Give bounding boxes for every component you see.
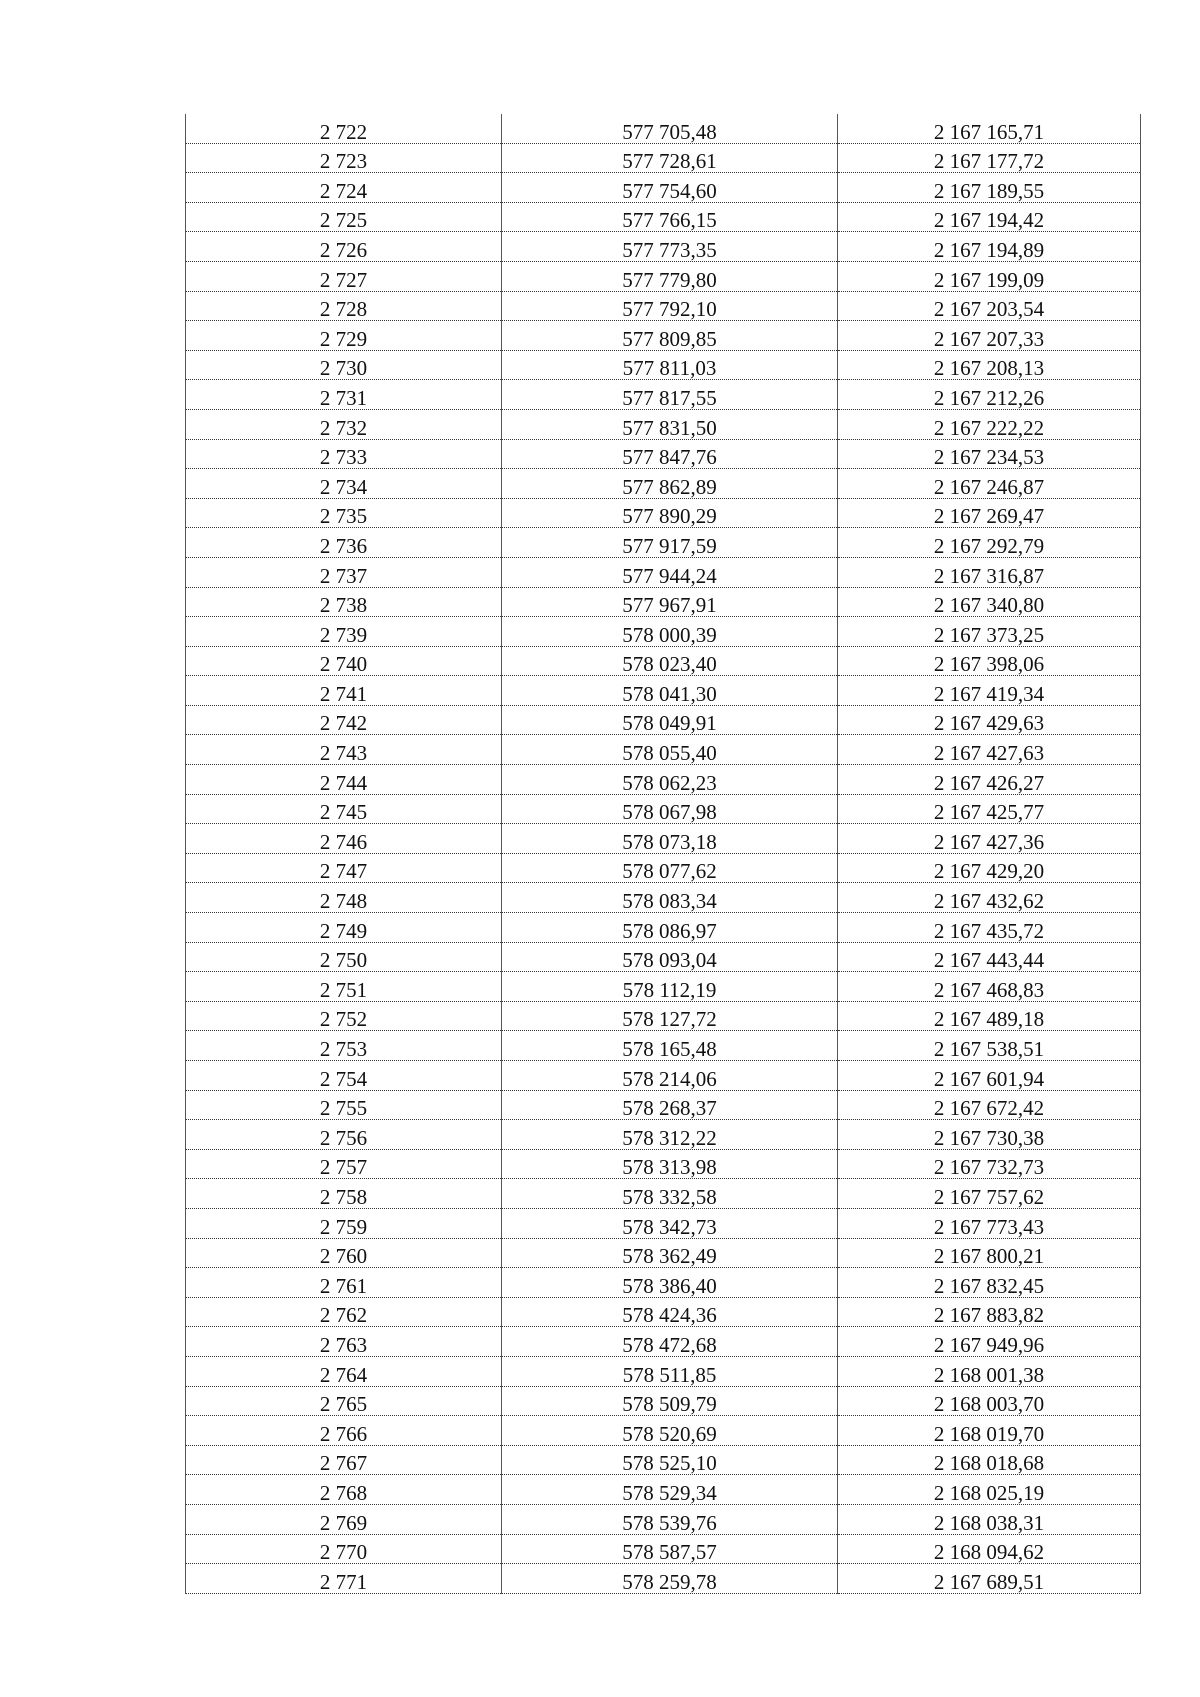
x-coordinate-cell: 577 754,60 <box>502 173 838 203</box>
table-row <box>186 380 1141 410</box>
y-coordinate-cell: 2 167 316,87 <box>838 557 1141 587</box>
table-row <box>186 1564 1141 1594</box>
point-number-cell: 2 725 <box>186 202 502 232</box>
table-row <box>186 498 1141 528</box>
y-coordinate-cell: 2 167 165,71 <box>838 114 1141 143</box>
table-row <box>186 1504 1141 1534</box>
table-row <box>186 1120 1141 1150</box>
point-number-cell: 2 723 <box>186 143 502 173</box>
table-row <box>186 1534 1141 1564</box>
y-coordinate-cell: 2 167 398,06 <box>838 646 1141 676</box>
y-coordinate-cell: 2 167 292,79 <box>838 528 1141 558</box>
y-coordinate-cell: 2 167 601,94 <box>838 1061 1141 1091</box>
point-number-cell: 2 753 <box>186 1031 502 1061</box>
x-coordinate-cell: 578 509,79 <box>502 1386 838 1416</box>
table-row <box>186 1208 1141 1238</box>
point-number-cell: 2 724 <box>186 173 502 203</box>
table-row <box>186 587 1141 617</box>
y-coordinate-cell: 2 167 732,73 <box>838 1149 1141 1179</box>
table-row <box>186 1238 1141 1268</box>
point-number-cell: 2 766 <box>186 1416 502 1446</box>
point-number-cell: 2 770 <box>186 1534 502 1564</box>
x-coordinate-cell: 578 055,40 <box>502 735 838 765</box>
y-coordinate-cell: 2 167 427,36 <box>838 824 1141 854</box>
y-coordinate-cell: 2 167 234,53 <box>838 439 1141 469</box>
x-coordinate-cell: 578 000,39 <box>502 617 838 647</box>
point-number-cell: 2 760 <box>186 1238 502 1268</box>
y-coordinate-cell: 2 167 949,96 <box>838 1327 1141 1357</box>
x-coordinate-cell: 578 342,73 <box>502 1208 838 1238</box>
table-row <box>186 1031 1141 1061</box>
table-row <box>186 173 1141 203</box>
x-coordinate-cell: 578 067,98 <box>502 794 838 824</box>
y-coordinate-cell: 2 168 003,70 <box>838 1386 1141 1416</box>
y-coordinate-cell: 2 167 373,25 <box>838 617 1141 647</box>
y-coordinate-cell: 2 167 883,82 <box>838 1297 1141 1327</box>
x-coordinate-cell: 578 041,30 <box>502 676 838 706</box>
table-row <box>186 232 1141 262</box>
x-coordinate-cell: 578 214,06 <box>502 1061 838 1091</box>
coordinates-table <box>185 114 1141 1594</box>
point-number-cell: 2 737 <box>186 557 502 587</box>
point-number-cell: 2 734 <box>186 469 502 499</box>
x-coordinate-cell: 578 093,04 <box>502 942 838 972</box>
y-coordinate-cell: 2 167 427,63 <box>838 735 1141 765</box>
x-coordinate-cell: 578 525,10 <box>502 1445 838 1475</box>
y-coordinate-cell: 2 167 429,63 <box>838 705 1141 735</box>
x-coordinate-cell: 578 472,68 <box>502 1327 838 1357</box>
y-coordinate-cell: 2 167 538,51 <box>838 1031 1141 1061</box>
table-row <box>186 1297 1141 1327</box>
table-row <box>186 1386 1141 1416</box>
x-coordinate-cell: 577 967,91 <box>502 587 838 617</box>
y-coordinate-cell: 2 167 429,20 <box>838 853 1141 883</box>
table-row <box>186 735 1141 765</box>
point-number-cell: 2 755 <box>186 1090 502 1120</box>
table-row <box>186 1149 1141 1179</box>
point-number-cell: 2 757 <box>186 1149 502 1179</box>
x-coordinate-cell: 578 362,49 <box>502 1238 838 1268</box>
x-coordinate-cell: 577 862,89 <box>502 469 838 499</box>
point-number-cell: 2 762 <box>186 1297 502 1327</box>
point-number-cell: 2 730 <box>186 350 502 380</box>
y-coordinate-cell: 2 167 432,62 <box>838 883 1141 913</box>
point-number-cell: 2 736 <box>186 528 502 558</box>
table-row <box>186 1268 1141 1298</box>
y-coordinate-cell: 2 167 194,89 <box>838 232 1141 262</box>
x-coordinate-cell: 578 077,62 <box>502 853 838 883</box>
y-coordinate-cell: 2 167 207,33 <box>838 321 1141 351</box>
point-number-cell: 2 727 <box>186 261 502 291</box>
y-coordinate-cell: 2 167 177,72 <box>838 143 1141 173</box>
x-coordinate-cell: 577 705,48 <box>502 114 838 143</box>
x-coordinate-cell: 577 917,59 <box>502 528 838 558</box>
point-number-cell: 2 759 <box>186 1208 502 1238</box>
y-coordinate-cell: 2 168 025,19 <box>838 1475 1141 1505</box>
point-number-cell: 2 763 <box>186 1327 502 1357</box>
x-coordinate-cell: 578 529,34 <box>502 1475 838 1505</box>
table-row <box>186 1475 1141 1505</box>
table-row <box>186 1001 1141 1031</box>
x-coordinate-cell: 578 112,19 <box>502 972 838 1002</box>
x-coordinate-cell: 577 792,10 <box>502 291 838 321</box>
y-coordinate-cell: 2 167 208,13 <box>838 350 1141 380</box>
table-row <box>186 853 1141 883</box>
table-row <box>186 1356 1141 1386</box>
y-coordinate-cell: 2 167 246,87 <box>838 469 1141 499</box>
table-row <box>186 676 1141 706</box>
x-coordinate-cell: 577 831,50 <box>502 409 838 439</box>
x-coordinate-cell: 578 083,34 <box>502 883 838 913</box>
x-coordinate-cell: 578 086,97 <box>502 913 838 943</box>
table-row <box>186 794 1141 824</box>
y-coordinate-cell: 2 167 419,34 <box>838 676 1141 706</box>
x-coordinate-cell: 578 424,36 <box>502 1297 838 1327</box>
y-coordinate-cell: 2 167 730,38 <box>838 1120 1141 1150</box>
table-row <box>186 321 1141 351</box>
y-coordinate-cell: 2 167 443,44 <box>838 942 1141 972</box>
y-coordinate-cell: 2 167 832,45 <box>838 1268 1141 1298</box>
coordinates-table-body <box>186 114 1141 1593</box>
y-coordinate-cell: 2 167 773,43 <box>838 1208 1141 1238</box>
x-coordinate-cell: 578 511,85 <box>502 1356 838 1386</box>
x-coordinate-cell: 578 587,57 <box>502 1534 838 1564</box>
y-coordinate-cell: 2 167 425,77 <box>838 794 1141 824</box>
table-row <box>186 883 1141 913</box>
point-number-cell: 2 746 <box>186 824 502 854</box>
x-coordinate-cell: 577 809,85 <box>502 321 838 351</box>
table-row <box>186 261 1141 291</box>
x-coordinate-cell: 578 023,40 <box>502 646 838 676</box>
point-number-cell: 2 768 <box>186 1475 502 1505</box>
x-coordinate-cell: 578 062,23 <box>502 765 838 795</box>
y-coordinate-cell: 2 168 019,70 <box>838 1416 1141 1446</box>
table-row <box>186 1416 1141 1446</box>
point-number-cell: 2 740 <box>186 646 502 676</box>
point-number-cell: 2 741 <box>186 676 502 706</box>
x-coordinate-cell: 577 766,15 <box>502 202 838 232</box>
point-number-cell: 2 765 <box>186 1386 502 1416</box>
point-number-cell: 2 731 <box>186 380 502 410</box>
x-coordinate-cell: 578 386,40 <box>502 1268 838 1298</box>
point-number-cell: 2 751 <box>186 972 502 1002</box>
point-number-cell: 2 739 <box>186 617 502 647</box>
point-number-cell: 2 758 <box>186 1179 502 1209</box>
table-row <box>186 1090 1141 1120</box>
y-coordinate-cell: 2 167 468,83 <box>838 972 1141 1002</box>
table-row <box>186 765 1141 795</box>
table-row <box>186 1445 1141 1475</box>
table-row <box>186 942 1141 972</box>
table-row <box>186 291 1141 321</box>
x-coordinate-cell: 577 944,24 <box>502 557 838 587</box>
table-row <box>186 350 1141 380</box>
point-number-cell: 2 726 <box>186 232 502 262</box>
x-coordinate-cell: 577 728,61 <box>502 143 838 173</box>
point-number-cell: 2 767 <box>186 1445 502 1475</box>
y-coordinate-cell: 2 167 222,22 <box>838 409 1141 439</box>
y-coordinate-cell: 2 167 203,54 <box>838 291 1141 321</box>
table-row <box>186 114 1141 143</box>
y-coordinate-cell: 2 168 094,62 <box>838 1534 1141 1564</box>
x-coordinate-cell: 577 847,76 <box>502 439 838 469</box>
point-number-cell: 2 729 <box>186 321 502 351</box>
y-coordinate-cell: 2 167 489,18 <box>838 1001 1141 1031</box>
y-coordinate-cell: 2 167 426,27 <box>838 765 1141 795</box>
point-number-cell: 2 771 <box>186 1564 502 1594</box>
point-number-cell: 2 735 <box>186 498 502 528</box>
table-row <box>186 469 1141 499</box>
table-row <box>186 143 1141 173</box>
x-coordinate-cell: 578 520,69 <box>502 1416 838 1446</box>
x-coordinate-cell: 578 312,22 <box>502 1120 838 1150</box>
y-coordinate-cell: 2 167 672,42 <box>838 1090 1141 1120</box>
point-number-cell: 2 732 <box>186 409 502 439</box>
table-row <box>186 1061 1141 1091</box>
point-number-cell: 2 733 <box>186 439 502 469</box>
point-number-cell: 2 769 <box>186 1504 502 1534</box>
x-coordinate-cell: 577 890,29 <box>502 498 838 528</box>
point-number-cell: 2 764 <box>186 1356 502 1386</box>
table-row <box>186 1327 1141 1357</box>
table-row <box>186 409 1141 439</box>
y-coordinate-cell: 2 167 212,26 <box>838 380 1141 410</box>
table-row <box>186 824 1141 854</box>
table-row <box>186 646 1141 676</box>
point-number-cell: 2 728 <box>186 291 502 321</box>
table-row <box>186 617 1141 647</box>
table-row <box>186 705 1141 735</box>
point-number-cell: 2 742 <box>186 705 502 735</box>
point-number-cell: 2 754 <box>186 1061 502 1091</box>
point-number-cell: 2 752 <box>186 1001 502 1031</box>
point-number-cell: 2 761 <box>186 1268 502 1298</box>
table-row <box>186 1179 1141 1209</box>
y-coordinate-cell: 2 168 038,31 <box>838 1504 1141 1534</box>
x-coordinate-cell: 578 539,76 <box>502 1504 838 1534</box>
x-coordinate-cell: 577 773,35 <box>502 232 838 262</box>
x-coordinate-cell: 578 049,91 <box>502 705 838 735</box>
y-coordinate-cell: 2 167 269,47 <box>838 498 1141 528</box>
x-coordinate-cell: 578 268,37 <box>502 1090 838 1120</box>
point-number-cell: 2 748 <box>186 883 502 913</box>
x-coordinate-cell: 577 811,03 <box>502 350 838 380</box>
y-coordinate-cell: 2 167 800,21 <box>838 1238 1141 1268</box>
x-coordinate-cell: 578 127,72 <box>502 1001 838 1031</box>
point-number-cell: 2 750 <box>186 942 502 972</box>
y-coordinate-cell: 2 167 189,55 <box>838 173 1141 203</box>
table-row <box>186 528 1141 558</box>
y-coordinate-cell: 2 168 001,38 <box>838 1356 1141 1386</box>
point-number-cell: 2 743 <box>186 735 502 765</box>
point-number-cell: 2 745 <box>186 794 502 824</box>
point-number-cell: 2 744 <box>186 765 502 795</box>
y-coordinate-cell: 2 167 194,42 <box>838 202 1141 232</box>
x-coordinate-cell: 578 165,48 <box>502 1031 838 1061</box>
y-coordinate-cell: 2 167 435,72 <box>838 913 1141 943</box>
x-coordinate-cell: 578 073,18 <box>502 824 838 854</box>
y-coordinate-cell: 2 167 757,62 <box>838 1179 1141 1209</box>
point-number-cell: 2 747 <box>186 853 502 883</box>
table-row <box>186 202 1141 232</box>
y-coordinate-cell: 2 168 018,68 <box>838 1445 1141 1475</box>
table-row <box>186 557 1141 587</box>
x-coordinate-cell: 577 817,55 <box>502 380 838 410</box>
point-number-cell: 2 749 <box>186 913 502 943</box>
y-coordinate-cell: 2 167 199,09 <box>838 261 1141 291</box>
point-number-cell: 2 722 <box>186 114 502 143</box>
y-coordinate-cell: 2 167 689,51 <box>838 1564 1141 1594</box>
x-coordinate-cell: 577 779,80 <box>502 261 838 291</box>
table-row <box>186 972 1141 1002</box>
x-coordinate-cell: 578 313,98 <box>502 1149 838 1179</box>
table-row <box>186 439 1141 469</box>
point-number-cell: 2 756 <box>186 1120 502 1150</box>
table-row <box>186 913 1141 943</box>
y-coordinate-cell: 2 167 340,80 <box>838 587 1141 617</box>
x-coordinate-cell: 578 259,78 <box>502 1564 838 1594</box>
point-number-cell: 2 738 <box>186 587 502 617</box>
x-coordinate-cell: 578 332,58 <box>502 1179 838 1209</box>
